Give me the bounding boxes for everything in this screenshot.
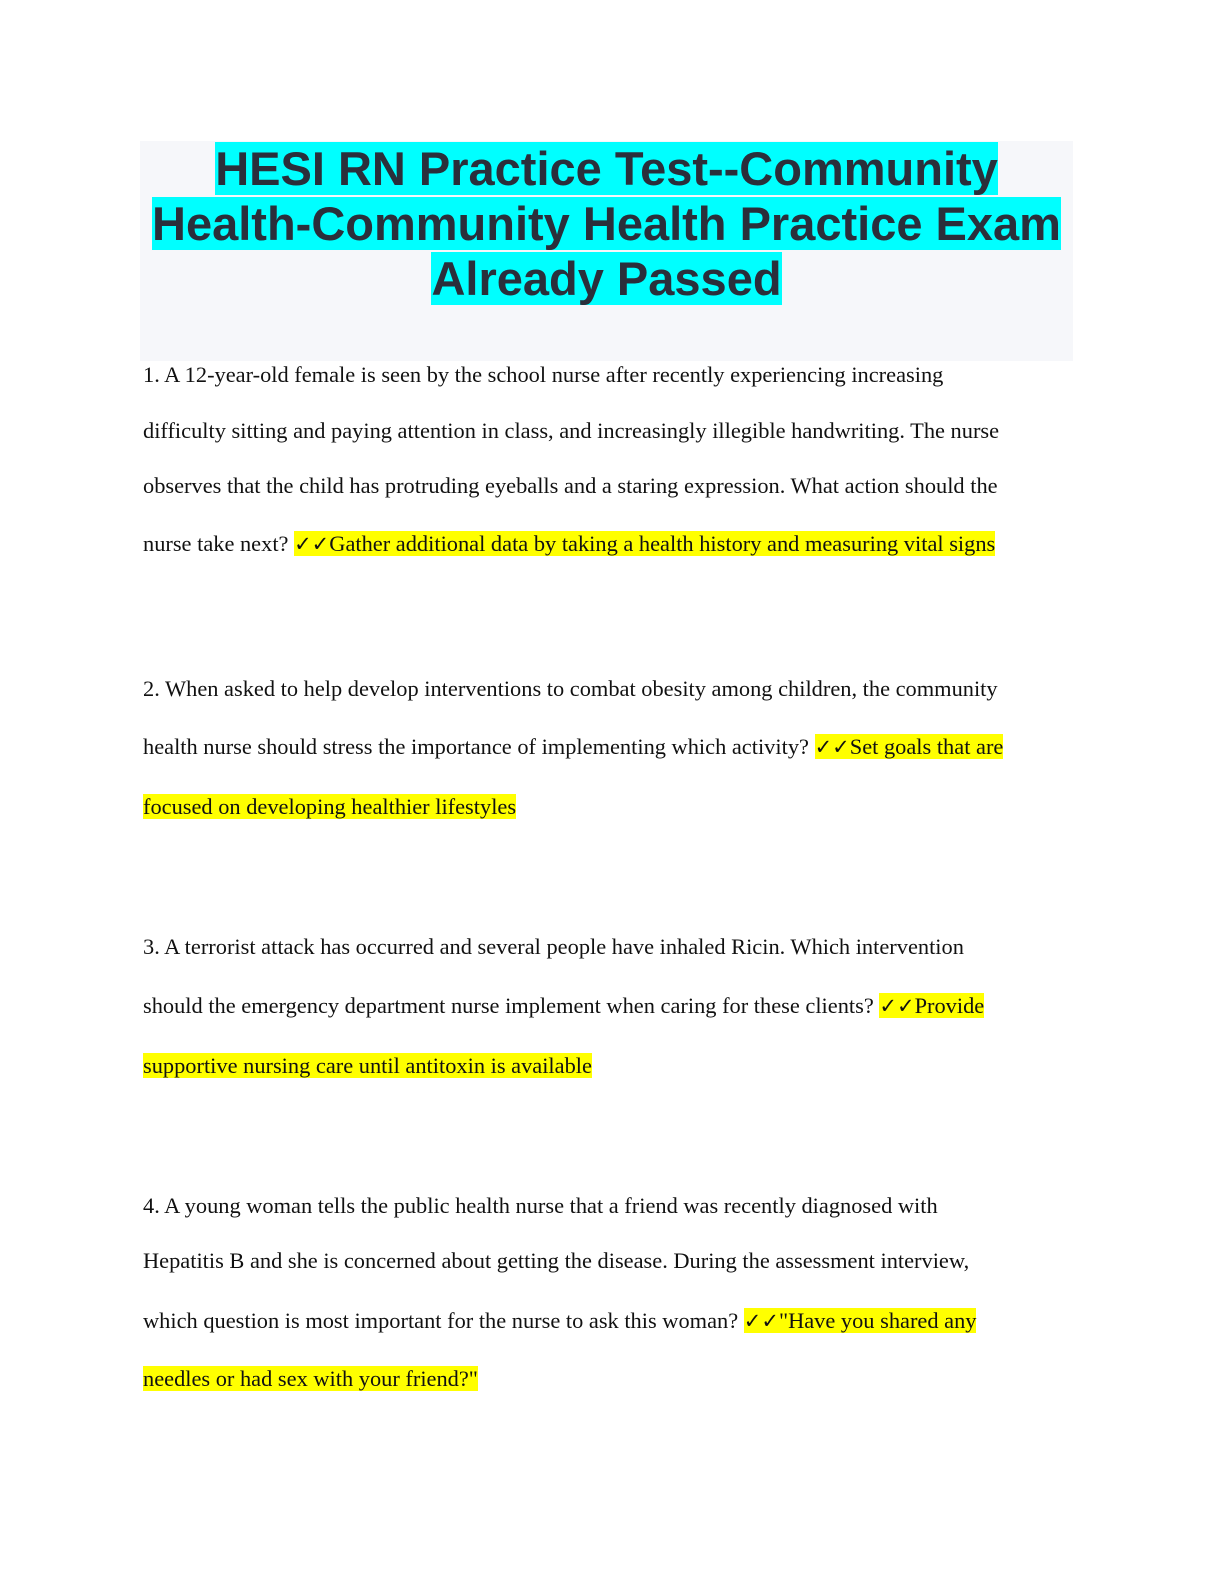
answer-1-text: Gather additional data by taking a health history and measuring vital signs xyxy=(329,531,996,556)
question-3-line-2: should the emergency department nurse implement when caring for these clients? xyxy=(143,993,880,1018)
check-mark-icon: ✓✓ xyxy=(814,735,850,759)
answer-3-text-2: supportive nursing care until antitoxin is available xyxy=(143,1053,592,1078)
title-line-1: HESI RN Practice Test--Community xyxy=(215,142,998,195)
question-4-line-1: 4. A young woman tells the public health nurse that a friend was recently diagnosed with xyxy=(143,1193,938,1218)
check-mark-icon: ✓✓ xyxy=(294,532,330,556)
page-title xyxy=(140,141,1073,306)
question-1-line-2: difficulty sitting and paying attention in class, and increasingly illegible handwriting. The nurse xyxy=(143,418,1000,443)
answer-2-text-2: focused on developing healthier lifestyles xyxy=(143,794,517,819)
answer-2 xyxy=(815,734,1004,759)
question-1-line-3: observes that the child has protruding eyeballs and a staring expression. What action should the xyxy=(143,473,998,498)
question-2 xyxy=(143,673,1073,823)
answer-4-text-2: needles or had sex with your friend?" xyxy=(143,1366,478,1391)
question-1-line-4: nurse take next? xyxy=(143,531,295,556)
answer-2-text-1: Set goals that are xyxy=(849,734,1004,759)
question-3 xyxy=(143,931,1073,1082)
question-1-line-1: 1. A 12-year-old female is seen by the school nurse after recently experiencing increasing xyxy=(143,362,944,387)
question-2-line-1: 2. When asked to help develop interventions to combat obesity among children, the community xyxy=(143,676,998,701)
answer-4-text-1: "Have you shared any xyxy=(778,1308,977,1333)
answer-4 xyxy=(744,1308,977,1333)
question-1 xyxy=(143,359,1073,560)
question-4-line-3: which question is most important for the nurse to ask this woman? xyxy=(143,1308,744,1333)
check-mark-icon: ✓✓ xyxy=(743,1309,779,1333)
question-4-line-2: Hepatitis B and she is concerned about getting the disease. During the assessment interview, xyxy=(143,1248,970,1273)
title-line-2: Health-Community Health Practice Exam xyxy=(152,197,1061,250)
answer-3 xyxy=(879,993,984,1018)
answer-1 xyxy=(294,531,995,556)
answer-3-text-1: Provide xyxy=(914,993,985,1018)
question-2-line-2: health nurse should stress the importance of implementing which activity? xyxy=(143,734,815,759)
question-4 xyxy=(143,1190,1073,1395)
question-3-line-1: 3. A terrorist attack has occurred and several people have inhaled Ricin. Which intervention xyxy=(143,934,964,959)
check-mark-icon: ✓✓ xyxy=(879,994,915,1018)
title-line-3: Already Passed xyxy=(431,252,782,305)
